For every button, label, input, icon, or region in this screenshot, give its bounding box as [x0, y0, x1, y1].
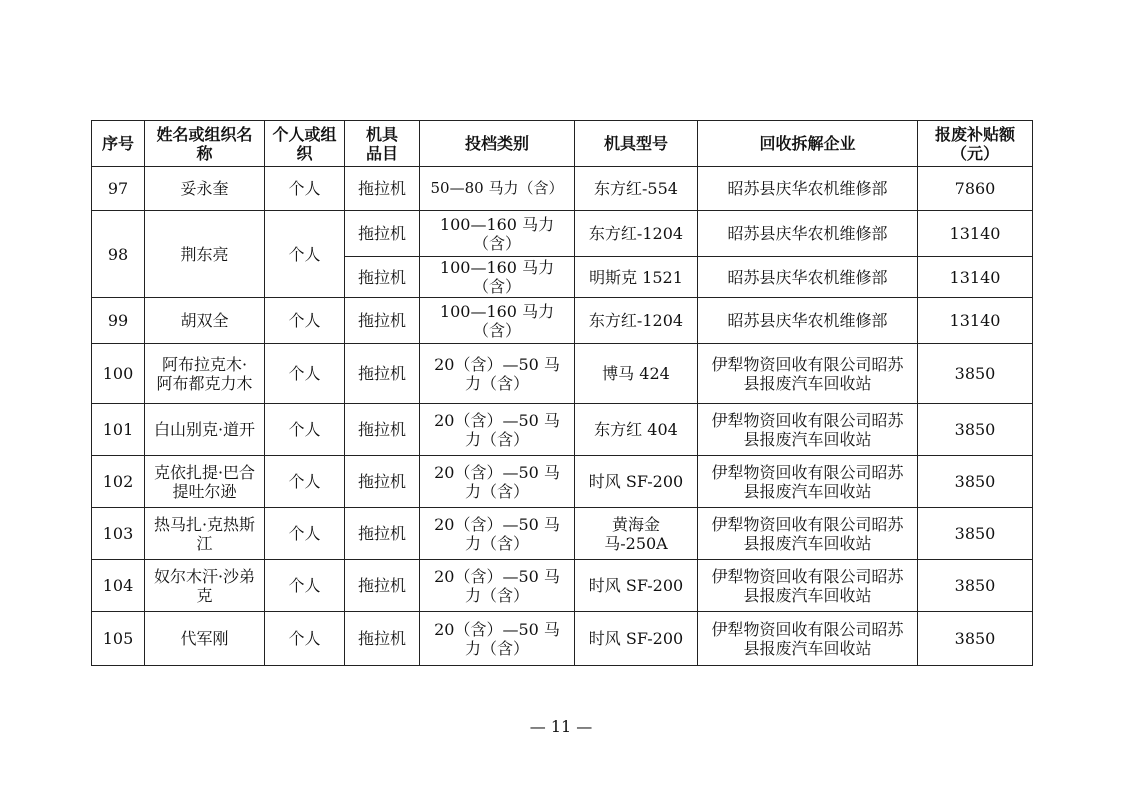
cell-name: 奴尔木汗·沙弟克: [145, 560, 265, 612]
table-row: [92, 508, 1033, 560]
cell-amount: 3850: [918, 404, 1033, 456]
table-row: [92, 344, 1033, 404]
cell-name: 热马扎·克热斯江: [145, 508, 265, 560]
cell-no: 98: [92, 211, 145, 298]
cell-amount: 3850: [918, 612, 1033, 666]
cell-company: 伊犁物资回收有限公司昭苏县报废汽车回收站: [698, 560, 918, 612]
cell-category: 50—80 马力（含）: [420, 167, 575, 211]
cell-model: 时风 SF-200: [575, 560, 698, 612]
cell-type: 个人: [265, 560, 345, 612]
header-no: 序号: [92, 121, 145, 167]
table-row: [92, 404, 1033, 456]
cell-company: 伊犁物资回收有限公司昭苏县报废汽车回收站: [698, 612, 918, 666]
cell-type: 个人: [265, 298, 345, 344]
table-row: [92, 298, 1033, 344]
header-row: [92, 121, 1033, 167]
cell-amount: 13140: [918, 211, 1033, 257]
cell-category: 100—160 马力（含）: [420, 298, 575, 344]
cell-no: 103: [92, 508, 145, 560]
cell-item: 拖拉机: [345, 612, 420, 666]
cell-amount: 3850: [918, 560, 1033, 612]
table-row: [92, 612, 1033, 666]
cell-no: 104: [92, 560, 145, 612]
cell-item: 拖拉机: [345, 211, 420, 257]
cell-category: 20（含）—50 马力（含）: [420, 508, 575, 560]
cell-name: 克依扎提·巴合提吐尔逊: [145, 456, 265, 508]
cell-company: 伊犁物资回收有限公司昭苏县报废汽车回收站: [698, 404, 918, 456]
cell-item: 拖拉机: [345, 257, 420, 298]
cell-type: 个人: [265, 404, 345, 456]
cell-item: 拖拉机: [345, 167, 420, 211]
cell-name: 阿布拉克木·阿布都克力木: [145, 344, 265, 404]
cell-category: 20（含）—50 马力（含）: [420, 404, 575, 456]
cell-name: 白山别克·道开: [145, 404, 265, 456]
cell-model: 东方红-1204: [575, 211, 698, 257]
cell-amount: 3850: [918, 456, 1033, 508]
cell-name: 胡双全: [145, 298, 265, 344]
cell-item: 拖拉机: [345, 508, 420, 560]
table-row: [92, 167, 1033, 211]
cell-type: 个人: [265, 612, 345, 666]
header-name: 姓名或组织名称: [145, 121, 265, 167]
cell-item: 拖拉机: [345, 456, 420, 508]
cell-no: 101: [92, 404, 145, 456]
cell-no: 102: [92, 456, 145, 508]
cell-name: 荆东亮: [145, 211, 265, 298]
header-type: 个人或组织: [265, 121, 345, 167]
cell-no: 97: [92, 167, 145, 211]
cell-model: 东方红 404: [575, 404, 698, 456]
cell-no: 99: [92, 298, 145, 344]
cell-model: 时风 SF-200: [575, 612, 698, 666]
cell-model: 东方红-554: [575, 167, 698, 211]
cell-type: 个人: [265, 456, 345, 508]
cell-item: 拖拉机: [345, 560, 420, 612]
cell-company: 伊犁物资回收有限公司昭苏县报废汽车回收站: [698, 456, 918, 508]
cell-company: 昭苏县庆华农机维修部: [698, 257, 918, 298]
page-number: — 11 —: [529, 717, 593, 736]
cell-amount: 13140: [918, 257, 1033, 298]
cell-type: 个人: [265, 211, 345, 298]
cell-category: 20（含）—50 马力（含）: [420, 560, 575, 612]
cell-no: 105: [92, 612, 145, 666]
header-item: 机具品目: [345, 121, 420, 167]
cell-category: 100—160 马力（含）: [420, 211, 575, 257]
cell-category: 100—160 马力（含）: [420, 257, 575, 298]
cell-amount: 7860: [918, 167, 1033, 211]
cell-category: 20（含）—50 马力（含）: [420, 456, 575, 508]
cell-company: 昭苏县庆华农机维修部: [698, 211, 918, 257]
cell-model: 时风 SF-200: [575, 456, 698, 508]
cell-model: 黄海金马-250A: [575, 508, 698, 560]
cell-type: 个人: [265, 344, 345, 404]
cell-company: 伊犁物资回收有限公司昭苏县报废汽车回收站: [698, 344, 918, 404]
cell-category: 20（含）—50 马力（含）: [420, 612, 575, 666]
cell-type: 个人: [265, 167, 345, 211]
cell-category: 20（含）—50 马力（含）: [420, 344, 575, 404]
cell-amount: 3850: [918, 508, 1033, 560]
subsidy-table: [91, 120, 1033, 666]
cell-type: 个人: [265, 508, 345, 560]
cell-model: 明斯克 1521: [575, 257, 698, 298]
cell-model: 博马 424: [575, 344, 698, 404]
table-row: [92, 211, 1033, 257]
cell-company: 伊犁物资回收有限公司昭苏县报废汽车回收站: [698, 508, 918, 560]
header-model: 机具型号: [575, 121, 698, 167]
cell-no: 100: [92, 344, 145, 404]
header-category: 投档类别: [420, 121, 575, 167]
cell-amount: 3850: [918, 344, 1033, 404]
cell-item: 拖拉机: [345, 404, 420, 456]
cell-company: 昭苏县庆华农机维修部: [698, 298, 918, 344]
cell-model: 东方红-1204: [575, 298, 698, 344]
cell-item: 拖拉机: [345, 298, 420, 344]
header-amount: 报废补贴额（元）: [918, 121, 1033, 167]
cell-amount: 13140: [918, 298, 1033, 344]
cell-item: 拖拉机: [345, 344, 420, 404]
header-company: 回收拆解企业: [698, 121, 918, 167]
cell-name: 妥永奎: [145, 167, 265, 211]
table-row: [92, 456, 1033, 508]
cell-name: 代军刚: [145, 612, 265, 666]
table-row: [92, 560, 1033, 612]
cell-company: 昭苏县庆华农机维修部: [698, 167, 918, 211]
